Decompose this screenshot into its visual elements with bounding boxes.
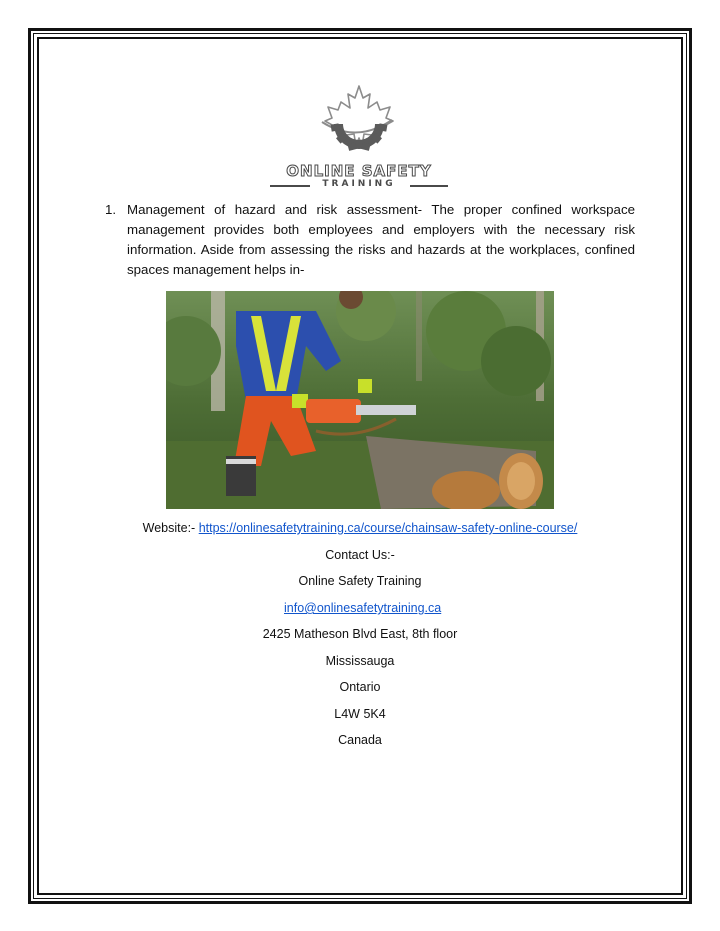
company-logo [264, 80, 454, 195]
address-line: 2425 Matheson Blvd East, 8th floor [262, 627, 458, 641]
contact-heading: Contact Us:- [325, 548, 395, 562]
chainsaw-worker-photo [166, 291, 554, 509]
paragraph-text: Management of hazard and risk assessment- The proper confined workspace management provides both employees and employers with the necessary risk information. Aside from assessing the risks and hazards at the workplaces, confined spaces management helps in- [127, 202, 635, 277]
logo-line2: TRAINING [322, 179, 396, 189]
country-line: Canada [338, 733, 382, 747]
province-line: Ontario [339, 680, 381, 694]
item-number: 1. [105, 202, 117, 217]
website-link[interactable]: https://onlinesafetytraining.ca/course/chainsaw-safety-online-course/ [198, 521, 578, 535]
website-label: Website:- [142, 521, 199, 535]
email-link[interactable]: info@onlinesafetytraining.ca [284, 601, 442, 615]
city-line: Mississauga [325, 654, 395, 668]
numbered-paragraph [105, 200, 635, 280]
website-line [40, 520, 680, 536]
postal-code-line: L4W 5K4 [334, 707, 386, 721]
logo-line1: ONLINE SAFETY [286, 162, 432, 180]
company-name: Online Safety Training [298, 574, 422, 588]
